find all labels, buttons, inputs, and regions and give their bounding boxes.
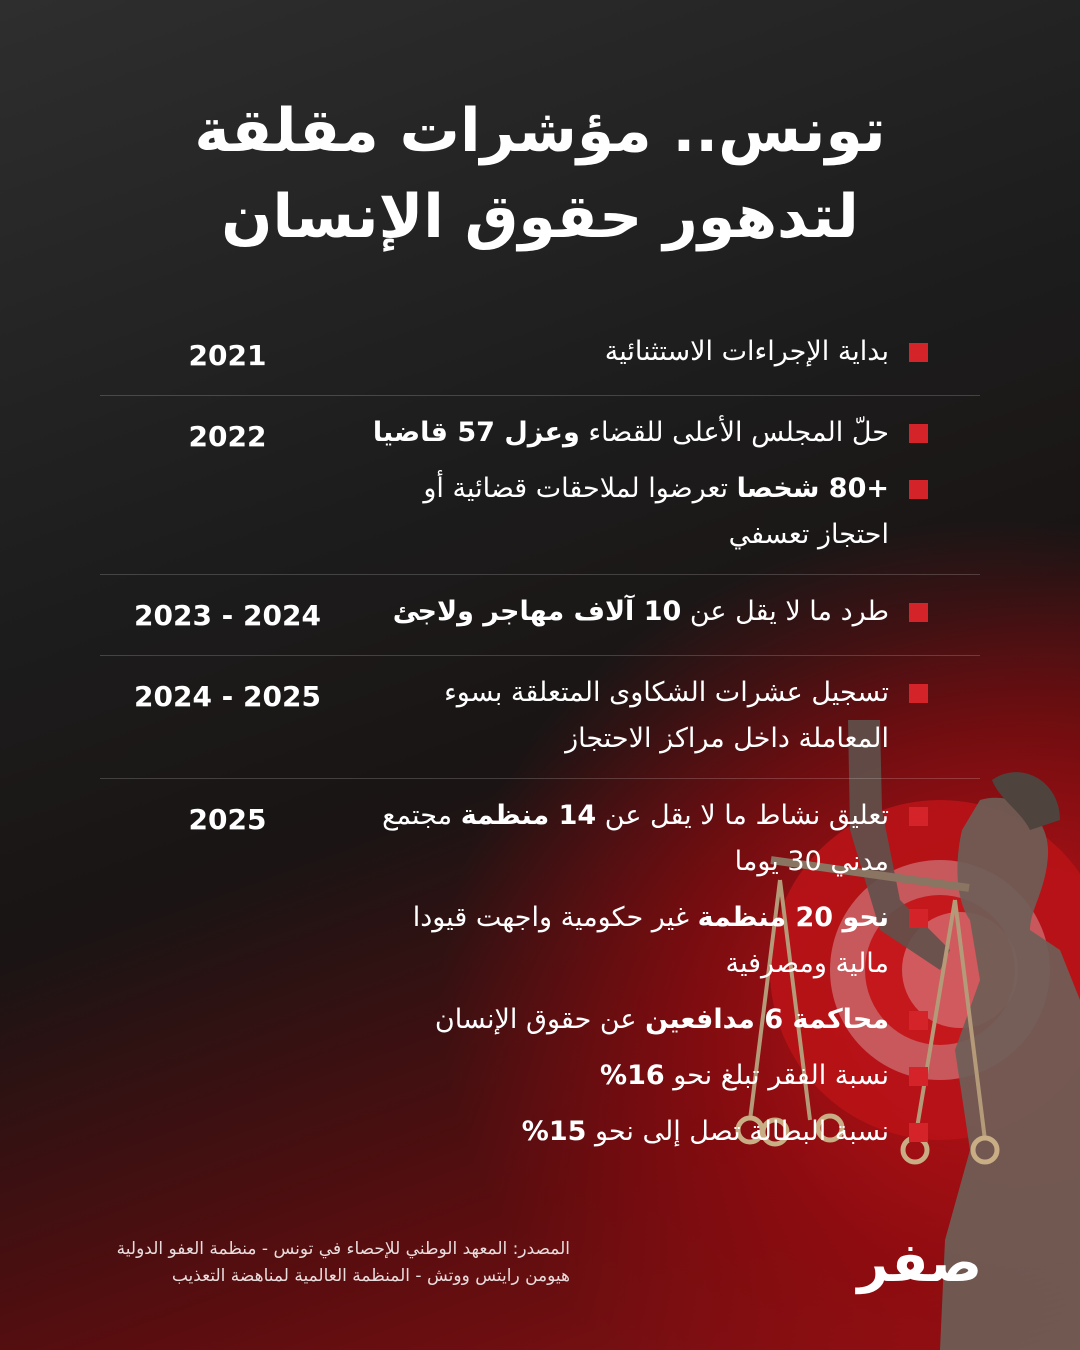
source-line-1: المصدر: المعهد الوطني للإحصاء في تونس - منظمة العفو الدولية xyxy=(116,1239,570,1259)
timeline-year: 2024 - 2025 xyxy=(134,680,321,713)
timeline-items xyxy=(355,670,980,762)
timeline-group xyxy=(100,575,980,656)
plain-text: بداية الإجراءات الاستثنائية xyxy=(604,336,889,367)
red-square-bullet-icon xyxy=(909,684,928,703)
timeline-item xyxy=(355,793,928,885)
timeline-group xyxy=(100,396,980,575)
timeline-item-text xyxy=(605,329,889,375)
plain-text: تسجيل عشرات الشكاوى المتعلقة بسوء المعاملة داخل مراكز الاحتجاز xyxy=(444,677,889,754)
red-square-bullet-icon xyxy=(909,909,928,928)
timeline-item-text xyxy=(355,793,889,885)
page-title xyxy=(0,88,1080,260)
timeline-item-text xyxy=(522,1109,889,1155)
timeline-item-text xyxy=(373,410,889,456)
emphasis-text: 14 منظمة xyxy=(460,800,597,831)
timeline-item-text xyxy=(355,466,889,558)
red-square-bullet-icon xyxy=(909,343,928,362)
timeline-item xyxy=(355,1053,928,1099)
plain-text: مجتمع مدني 30 يوما xyxy=(382,800,889,877)
plain-text: حلّ المجلس الأعلى للقضاء xyxy=(579,417,889,448)
timeline-group xyxy=(100,779,980,1171)
plain-text: تعليق نشاط ما لا يقل عن xyxy=(596,800,889,831)
timeline-item xyxy=(355,466,928,558)
emphasis-text: نحو 20 منظمة xyxy=(697,902,889,933)
timeline-items xyxy=(355,329,980,375)
emphasis-text: 10 آلاف مهاجر ولاجئ xyxy=(392,596,682,627)
plain-text: تعرضوا لملاحقات قضائية أو احتجاز تعسفي xyxy=(423,473,889,550)
timeline-items xyxy=(355,410,980,558)
emphasis-text: 16% xyxy=(600,1060,665,1091)
timeline-year: 2023 - 2024 xyxy=(134,599,321,632)
timeline-group xyxy=(100,315,980,396)
timeline-item-text xyxy=(355,670,889,762)
timeline-year: 2022 xyxy=(188,420,267,453)
emphasis-text: 15% xyxy=(521,1116,587,1147)
emphasis-text: محاكمة 6 مدافعين xyxy=(645,1004,889,1035)
timeline-item xyxy=(355,1109,928,1155)
timeline-items xyxy=(355,793,980,1155)
timeline-item-text xyxy=(600,1053,889,1099)
source-line-2: هيومن رايتس ووتش - المنظمة العالمية لمناهضة التعذيب xyxy=(171,1266,570,1286)
plain-text: طرد ما لا يقل عن xyxy=(681,596,889,627)
timeline-year: 2021 xyxy=(188,339,267,372)
plain-text: نسبة البطالة تصل إلى نحو xyxy=(586,1116,889,1147)
timeline-items xyxy=(355,589,980,635)
timeline-item xyxy=(355,670,928,762)
timeline-item-text xyxy=(393,589,889,635)
timeline-group xyxy=(100,656,980,779)
red-square-bullet-icon xyxy=(909,480,928,499)
source-note xyxy=(90,1236,570,1290)
plain-text: غير حكومية واجهت قيودا مالية ومصرفية xyxy=(412,902,889,979)
timeline-item xyxy=(355,997,928,1043)
timeline-item xyxy=(355,589,928,635)
timeline xyxy=(100,315,980,1171)
red-square-bullet-icon xyxy=(909,807,928,826)
red-square-bullet-icon xyxy=(909,1123,928,1142)
timeline-item xyxy=(355,329,928,375)
timeline-item-text xyxy=(355,895,889,987)
red-square-bullet-icon xyxy=(909,424,928,443)
timeline-item-text xyxy=(435,997,889,1043)
timeline-item xyxy=(355,410,928,456)
title-line-1: تونس.. مؤشرات مقلقة xyxy=(194,96,886,166)
title-line-2: لتدهور حقوق الإنسان xyxy=(221,182,859,252)
red-square-bullet-icon xyxy=(909,1011,928,1030)
brand-logo: صفر xyxy=(857,1231,982,1294)
emphasis-text: وعزل 57 قاضيا xyxy=(372,417,580,448)
emphasis-text: +80 شخصا xyxy=(736,473,889,504)
red-square-bullet-icon xyxy=(909,1067,928,1086)
red-square-bullet-icon xyxy=(909,603,928,622)
timeline-item xyxy=(355,895,928,987)
plain-text: عن حقوق الإنسان xyxy=(434,1004,646,1035)
plain-text: نسبة الفقر تبلغ نحو xyxy=(664,1060,889,1091)
timeline-year: 2025 xyxy=(188,803,267,836)
